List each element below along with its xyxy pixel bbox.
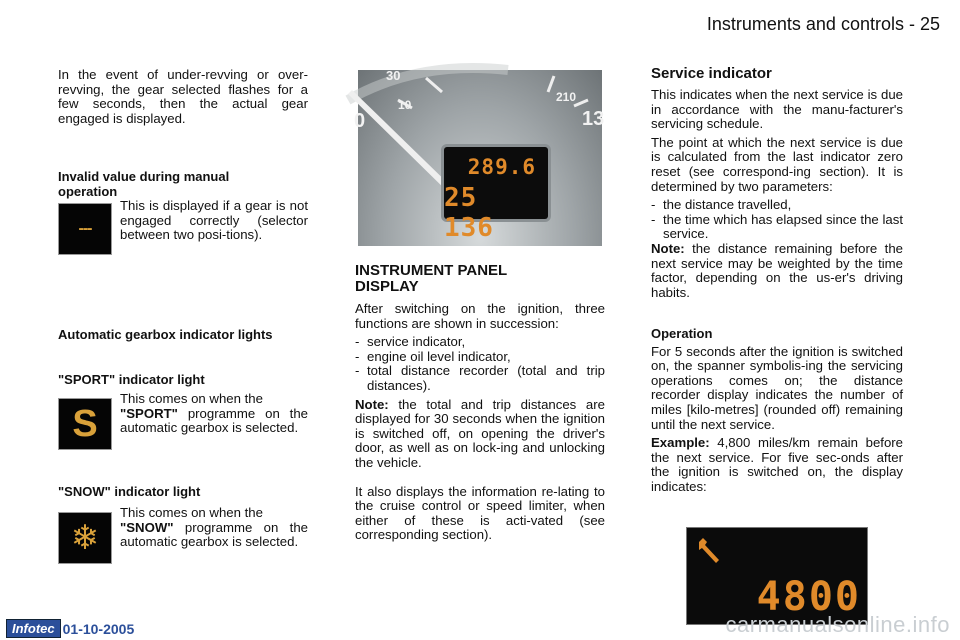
note-text: the total and trip distances are displayed for 30 seconds when the ignition is switched off, on opening the driver's door, as well as on lock-ing and unlocking the vehicle. xyxy=(355,396,605,470)
snow-text-post: programme on the automatic gearbox is selected. xyxy=(120,519,308,550)
instrument-panel-heading: INSTRUMENT PANEL DISPLAY xyxy=(355,262,507,295)
list-item: - total distance recorder (total and trip distances). xyxy=(355,363,605,393)
page-header: Instruments and controls - 25 xyxy=(706,14,940,34)
middle-note xyxy=(355,398,605,471)
snow-text-pre: This comes on when the xyxy=(120,505,263,520)
footer xyxy=(6,619,134,638)
gauge-label-0: 0 xyxy=(354,110,366,132)
gauge-label-10: 10 xyxy=(398,98,412,112)
list-item: - the distance travelled, xyxy=(651,197,792,213)
operation-text: For 5 seconds after the ignition is switched on, the spanner symbolis-ing the servicing operations comes on; the distance recorder display indicates the number of miles [kilo-metres] (rounded off) remaining until the next service. xyxy=(651,343,903,432)
list-item: - engine oil level indicator, xyxy=(355,348,511,364)
note-label: Note: xyxy=(651,240,685,256)
sport-heading: "SPORT" indicator light xyxy=(58,372,205,387)
sport-text-post: programme on the automatic gearbox is selected. xyxy=(120,405,308,436)
right-column xyxy=(651,66,903,304)
snow-text xyxy=(120,506,308,550)
service-indicator-heading: Service indicator xyxy=(651,65,772,82)
sport-text-pre: This comes on when the xyxy=(120,391,263,406)
middle-also: It also displays the information re-lating to the cruise control or speed limiter, when either of these is acti-vated (see corresponding section). xyxy=(355,483,605,543)
infotec-logo: Infotec xyxy=(6,619,61,638)
sport-indicator xyxy=(58,398,112,450)
spanner-icon xyxy=(695,536,725,566)
snow-section xyxy=(58,485,288,504)
list-item-text: the time which has elapsed since the last service. xyxy=(663,211,903,242)
trip-distance: 289.6 xyxy=(467,155,536,179)
operation-heading: Operation xyxy=(651,326,713,341)
snow-text-block xyxy=(120,506,308,554)
sport-section xyxy=(58,373,288,392)
list-item: - the time which has elapsed since the last service. xyxy=(651,211,903,242)
dash-icon: --- xyxy=(78,220,92,237)
invalid-heading: Invalid value during manual operation xyxy=(58,169,230,199)
list-item-text: total distance recorder (total and trip distances). xyxy=(367,363,605,393)
sport-bold: "SPORT" xyxy=(120,405,178,421)
sport-text-block xyxy=(120,392,308,440)
list-item: - service indicator, xyxy=(355,334,466,350)
invalid-text-block xyxy=(120,199,308,247)
snow-bold: "SNOW" xyxy=(120,519,174,535)
invalid-text: This is displayed if a gear is not engaged correctly (selector between two posi-tions). xyxy=(120,198,308,243)
service-p2: The point at which the next service is due is calculated from the last indicator zero reset (see correspond-ing section). It is determined by two parameters: xyxy=(651,134,903,194)
auto-section xyxy=(58,328,288,347)
footer-date: 01-10-2005 xyxy=(62,620,135,637)
left-column xyxy=(58,68,308,130)
watermark: carmanualsonline.info xyxy=(725,612,950,637)
gauge-label-13: 13 xyxy=(582,108,605,130)
auto-heading: Automatic gearbox indicator lights xyxy=(58,327,273,342)
operation-section xyxy=(651,327,903,499)
odometer-lcd xyxy=(444,147,548,243)
list-item-text: service indicator, xyxy=(367,334,466,350)
service-display-photo xyxy=(686,527,868,625)
note-text: the distance remaining before the next service may be weighted by the time factor, depending on the us-er's driving habits. xyxy=(651,240,903,300)
service-note xyxy=(651,242,903,300)
snow-heading: "SNOW" indicator light xyxy=(58,484,201,499)
sport-s-icon: S xyxy=(72,402,98,445)
list-item-text: engine oil level indicator, xyxy=(367,348,511,364)
middle-intro: After switching on the ignition, three functions are shown in succession: xyxy=(355,301,605,331)
total-distance: 25 136 xyxy=(444,183,494,243)
example-body: 4,800 miles/km remain before the next service. For five sec-onds after the ignition is switched on, the display indicates: xyxy=(651,435,903,494)
service-p1: This indicates when the next service is due in accordance with the manu-facturer's servicing schedule. xyxy=(651,87,903,132)
example-label: Example: xyxy=(651,435,710,451)
invalid-indicator xyxy=(58,203,112,255)
under-revving-text: In the event of under-revving or over-revving, the gear selected flashes for a few seconds, then the actual gear engaged is displayed. xyxy=(58,67,308,126)
list-item-text: the distance travelled, xyxy=(663,197,792,213)
snow-indicator xyxy=(58,512,112,564)
example-text xyxy=(651,436,903,494)
gauge-label-210: 210 xyxy=(556,90,577,104)
snowflake-icon: ❄ xyxy=(70,519,100,557)
sport-text xyxy=(120,392,308,436)
service-distance-value: 4800 xyxy=(756,574,861,620)
note-label: Note: xyxy=(355,396,389,412)
gauge-label-30: 30 xyxy=(386,68,401,83)
middle-column xyxy=(355,263,605,547)
